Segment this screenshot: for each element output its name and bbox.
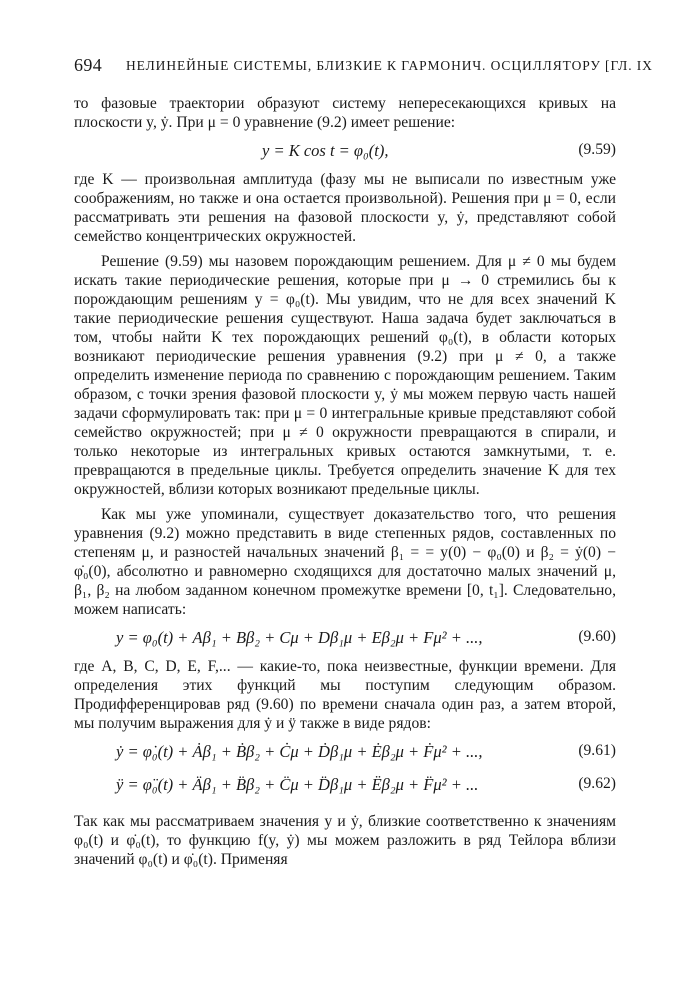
paragraph-6: Так как мы рассматриваем значения y и ẏ, близкие соответственно к значениям φ₀(t) и φ̇₀(t), то функцию f(y, ẏ) мы можем разложить в ряд Тейлора вблизи значений φ₀(t) и φ̇₀(t). Применяя [74,813,616,868]
page-number: 694 [74,55,103,75]
paragraph-3: Решение (9.59) мы назовем порождающим решением. Для μ ≠ 0 мы будем искать такие периодические решения, которые при μ → 0 стремились бы к порождающим решениям y = φ₀(t). Мы увидим, что не для всех значений K такие периодические решения существуют. Наша задача будет заключаться в том, чтобы найти K тех порождающих решений φ₀(t), в области которых возникают периодические решения уравнения (9.2) при μ ≠ 0, а также определить изменение периода по сравнению с порождающим решением. Таким образом, с точки зрения фазовой плоскости y, ẏ мы можем первую часть нашей задачи сформулировать так: при μ = 0 интегральные кривые представляют собой семейство окружностей; при μ ≠ 0 окружности превращаются в спирали, и только некоторые из интегральных кривых остаются замкнутыми, т. е. превращаются в предельные циклы. Требуется определить значение K для тех окружностей, вблизи которых возникают предельные циклы. [74,253,616,498]
equation-formula: ÿ = φ̈₀(t) + Äβ₁ + B̈β₂ + C̈μ + D̈β₁μ + Ëβ₂μ + F̈μ² + ... [116,775,479,794]
equation-9-62 [74,771,616,798]
page-body [74,94,616,869]
paragraph-4: Как мы уже упоминали, существует доказательство того, что решения уравнения (9.2) можно представить в виде степенных рядов, составленных по степеням μ, и разностей начальных значений β₁ = = y(0) − φ₀(0) и β₂ = ẏ(0) − φ̇₀(0), абсолютно и равномерно сходящихся для достаточно малых значений μ, β₁, β₂ на любом заданном конечном промежутке времени [0, t₁]. Следовательно, можем написать: [74,506,616,618]
equation-formula: y = K cos t = φ₀(t), [262,141,389,160]
equation-number: (9.60) [578,628,616,645]
paragraph-5: где A, B, C, D, E, F,... — какие-то, пока неизвестные, функции времени. Для определения этих функций мы поступим следующим образом. Продифференцировав ряд (9.60) по времени сначала один раз, а затем второй, мы получим выражения для ẏ и ÿ также в виде рядов: [74,658,616,732]
running-title: НЕЛИНЕЙНЫЕ СИСТЕМЫ, БЛИЗКИЕ К ГАРМОНИЧ. ОСЦИЛЛЯТОРУ [ГЛ. IX [126,58,653,73]
page-header [74,55,653,85]
equation-formula: y = φ₀(t) + Aβ₁ + Bβ₂ + Cμ + Dβ₁μ + Eβ₂μ + Fμ² + ..., [116,628,483,647]
equation-9-59 [74,132,616,170]
equation-number: (9.61) [578,742,616,759]
paragraph-1: то фазовые траектории образуют систему непересекающихся кривых на плоскости y, ẏ. При μ = 0 уравнение (9.2) имеет решение: [74,95,616,131]
equation-formula: ẏ = φ̇₀(t) + Ȧβ₁ + Ḃβ₂ + Ċμ + Ḋβ₁μ + Ėβ₂μ + Ḟμ² + ..., [116,742,483,761]
equation-number: (9.59) [578,141,616,158]
equation-9-60 [74,619,616,657]
equation-number: (9.62) [578,775,616,792]
paragraph-2: где K — произвольная амплитуда (фазу мы не выписали по известным уже соображениям, но также и она остается произвольной). Решения при μ = 0, если рассматривать эти решения на фазовой плоскости y, ẏ, представляют собой семейство концентрических окружностей. [74,171,616,245]
equation-9-61 [74,733,616,771]
